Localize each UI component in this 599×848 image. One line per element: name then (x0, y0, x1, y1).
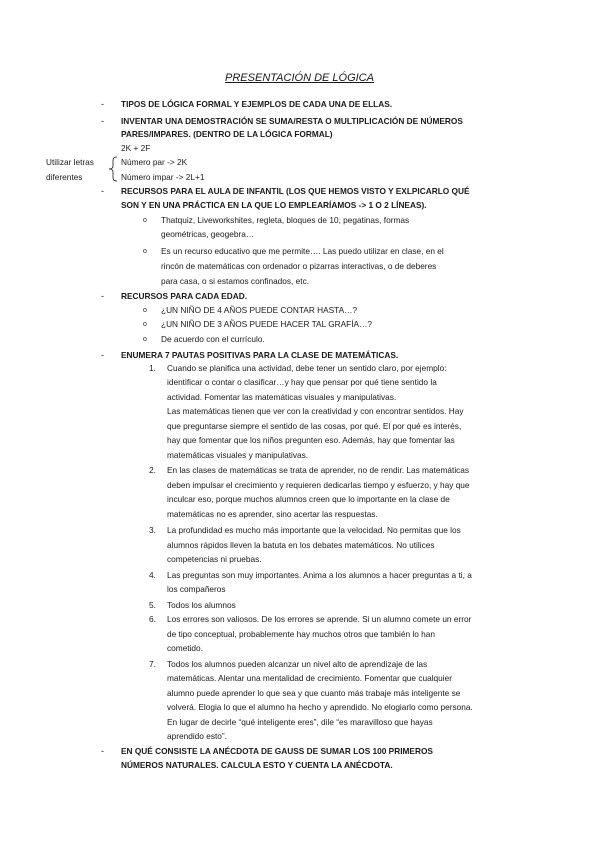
list-item-line: los compañeros (167, 584, 226, 594)
section-6-heading-line-2: NÚMEROS NATURALES. CALCULA ESTO Y CUENTA LA ANÉCDOTA. (121, 760, 393, 770)
list-item-line: En lugar de decirle “qué inteligente eres”, dile “es maravilloso que hayas (167, 717, 433, 727)
list-number: 6. (149, 614, 156, 624)
list-item-line: aprendido esto”. (167, 731, 227, 741)
list-item-line: inculcar eso, porque muchos alumnos creen que lo importante en la clase de (167, 494, 450, 504)
list-item-line: deben impulsar el crecimiento y requieren dedicarlas tiempo y esfuerzo, y hay que (167, 480, 470, 490)
page-title: PRESENTACIÓN DE LÓGICA (225, 72, 374, 84)
list-item-line: Todos los alumnos (167, 600, 236, 610)
list-item-line: Los errores son valiosos. De los errores se aprende. Si un alumno comete un error (167, 614, 472, 624)
list-item-line: competencias ni pruebas. (167, 554, 262, 564)
list-number: 4. (149, 570, 156, 580)
list-number: 7. (149, 659, 156, 669)
list-item-line: hay que fomentar que los niños pregunten eso. Además, hay que fomentar las (167, 435, 455, 445)
bullet-dash: - (101, 350, 104, 360)
list-item: De acuerdo con el currículo. (161, 334, 265, 344)
bullet-circle: o (143, 321, 147, 328)
list-item-line: actividad. Fomentar las matemáticas visuales y manipulativas. (167, 392, 397, 402)
list-item-line: matemáticas no es aprender, sino acertar las respuestas. (167, 509, 378, 519)
section-3-heading-line-2: SON Y EN UNA PRÁCTICA EN LA QUE LO EMPLEARÍAMOS -> 1 O 2 LÍNEAS). (121, 200, 427, 210)
list-number: 1. (149, 363, 156, 373)
formula-line: Número impar -> 2L+1 (121, 172, 205, 182)
bullet-dash: - (101, 116, 104, 126)
bullet-dash: - (101, 746, 104, 756)
list-item-line: Thatquiz, Liveworkshites, regleta, bloques de 10, pegatinas, formas (161, 215, 410, 225)
list-item-line: geométricas, geogebra… (161, 229, 255, 239)
list-item-line: Todos los alumnos pueden alcanzar un nivel alto de aprendizaje de las (167, 659, 428, 669)
list-item-line: de tipo conceptual, probablemente hay muchos otros que también lo han (167, 629, 435, 639)
list-item-line: Es un recurso educativo que me permite…. Las puedo utilizar en clase, en el (161, 246, 444, 256)
section-1-heading: TIPOS DE LÓGICA FORMAL Y EJEMPLOS DE CADA UNA DE ELLAS. (121, 99, 393, 109)
list-item-line: matemáticas visuales y manipulativas. (167, 450, 309, 460)
list-item-line: que preguntarse siempre el sentido de las cosas, por qué. El por qué es interés, (167, 421, 462, 431)
section-6-heading-line-1: EN QUÉ CONSISTE LA ANÉCDOTA DE GAUSS DE SUMAR LOS 100 PRIMEROS (121, 746, 433, 756)
list-number: 2. (149, 465, 156, 475)
list-item-line: matemáticas. Alentar una mentalidad de crecimiento. Fomentar que cualquier (167, 673, 453, 683)
list-item: ¿UN NIÑO DE 3 AÑOS PUEDE HACER TAL GRAFÍA…? (161, 319, 372, 329)
curly-brace-icon (108, 156, 118, 182)
bullet-circle: o (143, 336, 147, 343)
list-item: ¿UN NIÑO DE 4 AÑOS PUEDE CONTAR HASTA…? (161, 305, 358, 315)
list-item-line: Las matemáticas tienen que ver con la creatividad y con encontrar sentidos. Hay (167, 406, 464, 416)
list-item-line: alumnos rápidos lleven la batuta en los debates matemáticos. No utilices (167, 540, 435, 550)
section-5-heading: ENUMERA 7 PAUTAS POSITIVAS PARA LA CLASE DE MATEMÁTICAS. (121, 350, 399, 360)
list-item-line: para casa, o si estamos confinados, etc. (161, 276, 310, 286)
list-item-line: cometido. (167, 643, 203, 653)
bullet-dash: - (101, 291, 104, 301)
formula-line: 2K + 2F (121, 143, 151, 153)
list-item-line: identificar o contar o clasificar…y hay que pensar por qué tiene sentido la (167, 377, 437, 387)
section-4-heading: RECURSOS PARA CADA EDAD. (121, 291, 247, 301)
bullet-dash: - (101, 186, 104, 196)
list-item-line: volverá. Elogia lo que el alumno ha hecho y aprendido. No elogiarlo como persona. (167, 702, 473, 712)
list-item-line: Cuando se planifica una actividad, debe tener un sentido claro, por ejemplo: (167, 363, 447, 373)
section-2-heading-line-2: PARES/IMPARES. (DENTRO DE LA LÓGICA FORMAL) (121, 129, 333, 139)
list-number: 3. (149, 525, 156, 535)
bullet-circle: o (143, 248, 147, 255)
list-item-line: alumno puede aprender lo que sea y que cuanto más trabaje más inteligente se (167, 688, 461, 698)
list-item-line: rincón de matemáticas con ordenador o pizarras interactivas, o de deberes (161, 261, 437, 271)
list-item-line: En las clases de matemáticas se trata de aprender, no de rendir. Las matemáticas (167, 465, 470, 475)
bullet-circle: o (143, 307, 147, 314)
list-item-line: Las preguntas son muy importantes. Anima a los alumnos a hacer preguntas a ti, a (167, 570, 472, 580)
formula-line: Número par -> 2K (121, 157, 188, 167)
section-2-heading-line-1: INVENTAR UNA DEMOSTRACIÓN SE SUMA/RESTA O MULTIPLICACIÓN DE NÚMEROS (121, 116, 463, 126)
side-note-line-1: Utilizar letras (46, 157, 94, 167)
section-3-heading-line-1: RECURSOS PARA EL AULA DE INFANTIL (LOS QUE HEMOS VISTO Y EXLPICARLO QUÉ (121, 186, 470, 196)
bullet-dash: - (101, 99, 104, 109)
side-note-line-2: diferentes (46, 172, 83, 182)
bullet-circle: o (143, 217, 147, 224)
list-item-line: La profundidad es mucho más importante que la velocidad. No permitas que los (167, 525, 461, 535)
list-number: 5. (149, 600, 156, 610)
